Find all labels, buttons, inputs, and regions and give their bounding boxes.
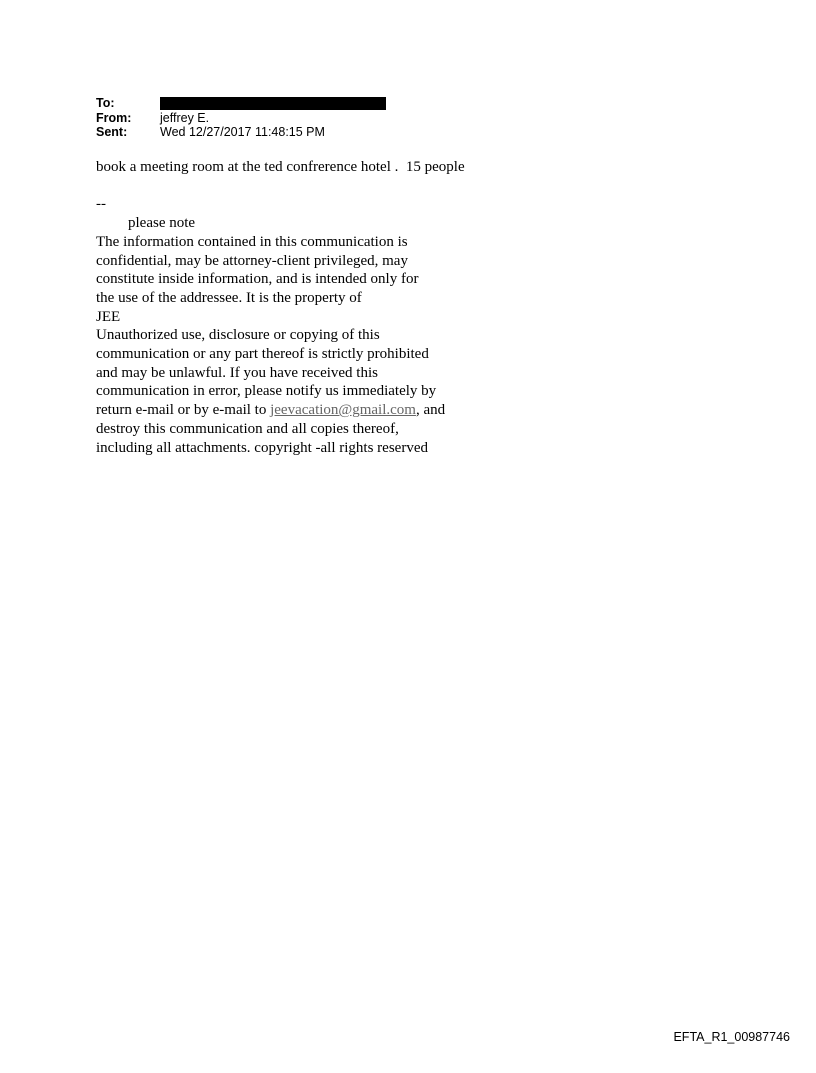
email-link[interactable]: jeevacation@gmail.com: [270, 402, 416, 419]
blank-line: [96, 177, 716, 196]
from-value: jeffrey E.: [160, 110, 210, 125]
disclaimer-line: the use of the addressee. It is the property of: [96, 289, 362, 306]
to-row: [96, 96, 386, 111]
disclaimer-line: communication in error, please notify us immediately by: [96, 383, 437, 400]
sent-row: [96, 125, 386, 140]
redacted-recipient: [160, 97, 386, 110]
message-text: book a meeting room at the ted confrerence hotel . 15 people: [96, 159, 465, 175]
sent-label: Sent:: [96, 125, 128, 139]
disclaimer-line: The information contained in this communication is: [96, 233, 408, 250]
disclaimer-line: Unauthorized use, disclosure or copying of this: [96, 327, 380, 344]
note-heading: please note: [128, 215, 196, 232]
from-label: From:: [96, 110, 132, 125]
sent-value: Wed 12/27/2017 11:48:15 PM: [160, 125, 325, 139]
closing-line: destroy this communication and all copies thereof,: [96, 420, 399, 437]
disclaimer-line: constitute inside information, and is intended only for: [96, 271, 419, 288]
email-body: [96, 158, 716, 457]
email-header: [96, 96, 386, 140]
signature-separator: --: [96, 196, 106, 213]
to-label: To:: [96, 96, 115, 110]
disclaimer-line: JEE: [96, 308, 121, 325]
disclaimer-return-line: [96, 401, 716, 420]
closing-line: including all attachments. copyright -all rights reserved: [96, 439, 428, 456]
disclaimer-line: and may be unlawful. If you have received this: [96, 364, 378, 381]
return-suffix: , and: [415, 402, 446, 419]
disclaimer-line: communication or any part thereof is strictly prohibited: [96, 346, 429, 363]
document-id: EFTA_R1_00987746: [673, 1030, 790, 1044]
disclaimer-line: confidential, may be attorney-client privileged, may: [96, 252, 408, 269]
from-row: [96, 111, 386, 126]
return-prefix: return e-mail or by e-mail to: [96, 402, 271, 419]
